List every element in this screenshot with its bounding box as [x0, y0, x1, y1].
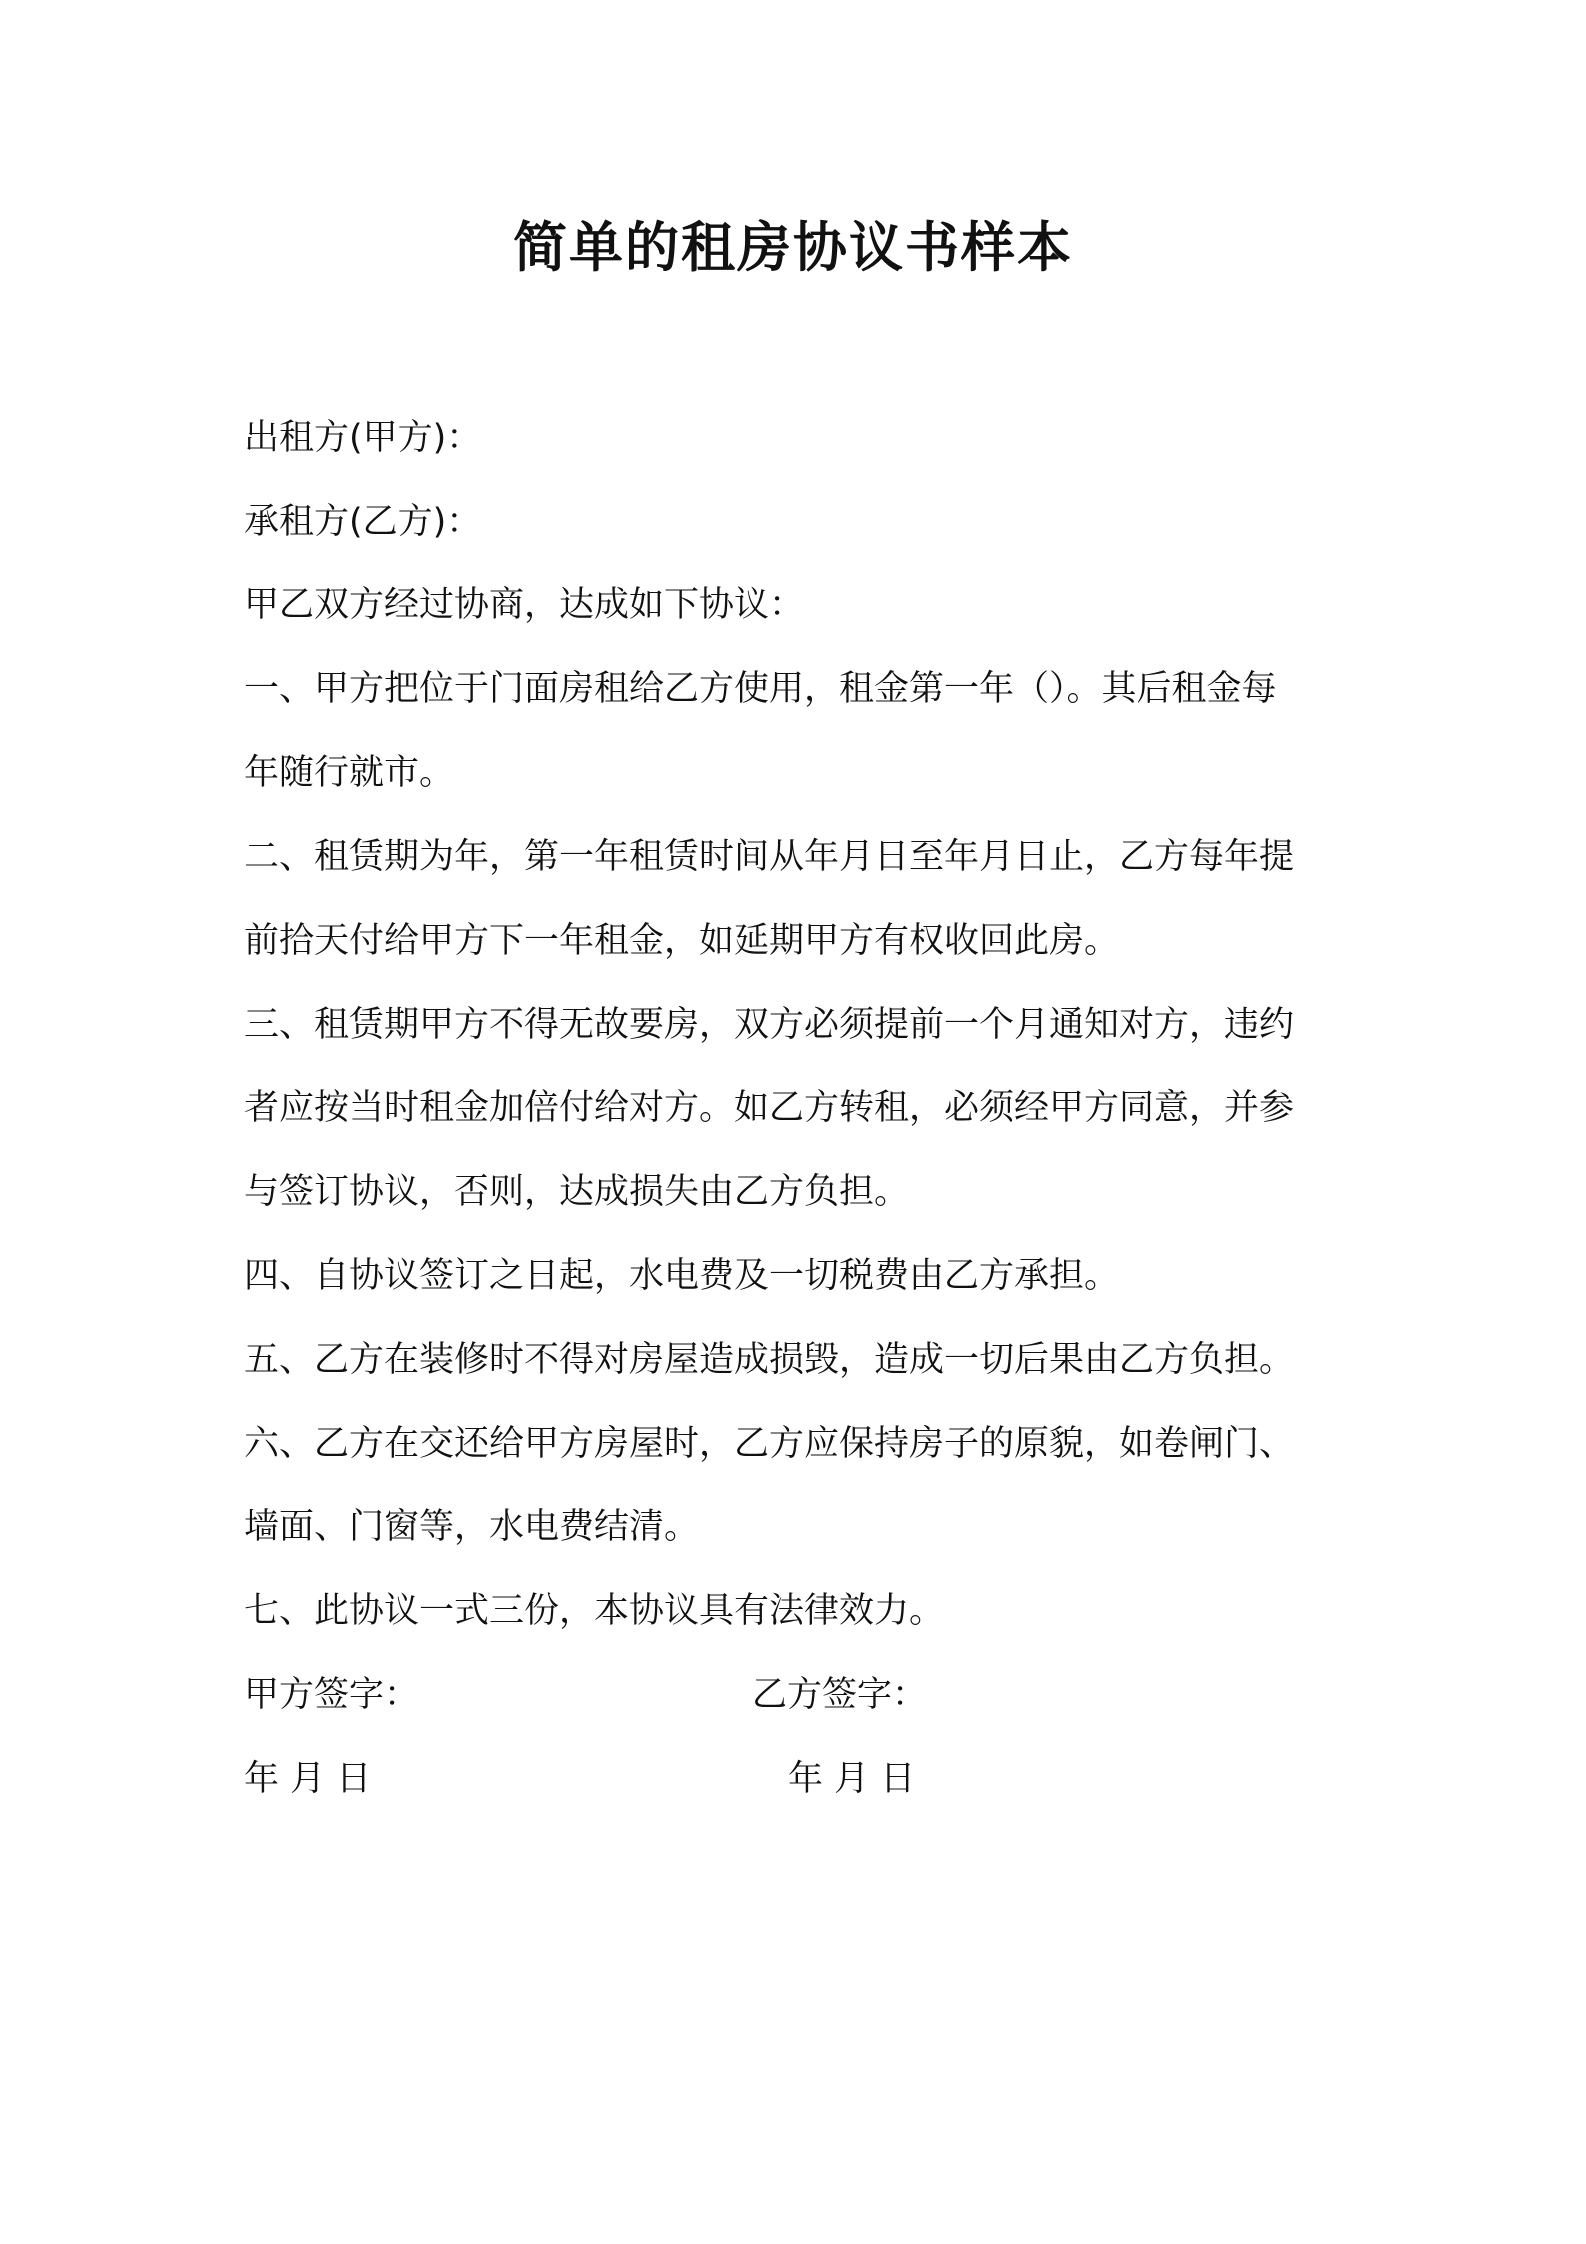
clause-5: 五、乙方在装修时不得对房屋造成损毁，造成一切后果由乙方负担。: [244, 1340, 1295, 1380]
clause-4: 四、自协议签订之日起，水电费及一切税费由乙方承担。: [244, 1256, 1120, 1296]
clause-3-line-2: 者应按当时租金加倍付给对方。如乙方转租，必须经甲方同意，并参: [244, 1088, 1295, 1128]
clause-2-line-2: 前拾天付给甲方下一年租金，如延期甲方有权收回此房。: [244, 921, 1120, 961]
clause-6-line-2: 墙面、门窗等，水电费结清。: [244, 1507, 700, 1547]
clause-7: 七、此协议一式三份，本协议具有法律效力。: [244, 1591, 945, 1631]
clause-3-line-3: 与签订协议，否则，达成损失由乙方负担。: [244, 1172, 910, 1212]
clause-2-line-1: 二、租赁期为年，第一年租赁时间从年月日至年月日止，乙方每年提: [244, 837, 1295, 877]
party-b-label: 承租方(乙方)：: [244, 502, 482, 542]
signature-a-label: 甲方签字：: [244, 1675, 420, 1715]
party-a-label: 出租方(甲方)：: [244, 418, 482, 458]
clause-3-line-1: 三、租赁期甲方不得无故要房，双方必须提前一个月通知对方，违约: [244, 1005, 1295, 1045]
signature-b-label: 乙方签字：: [752, 1675, 928, 1715]
date-b: 年 月 日: [788, 1759, 916, 1799]
clause-1-line-2: 年随行就市。: [244, 753, 455, 793]
date-a: 年 月 日: [244, 1759, 372, 1799]
clause-6-line-1: 六、乙方在交还给甲方房屋时，乙方应保持房子的原貌，如卷闸门、: [244, 1424, 1295, 1464]
clause-1-line-1: 一、甲方把位于门面房租给乙方使用，租金第一年（）。其后租金每: [244, 669, 1277, 709]
document-title: 简单的租房协议书样本: [513, 216, 1073, 279]
intro-text: 甲乙双方经过协商，达成如下协议：: [244, 585, 805, 625]
